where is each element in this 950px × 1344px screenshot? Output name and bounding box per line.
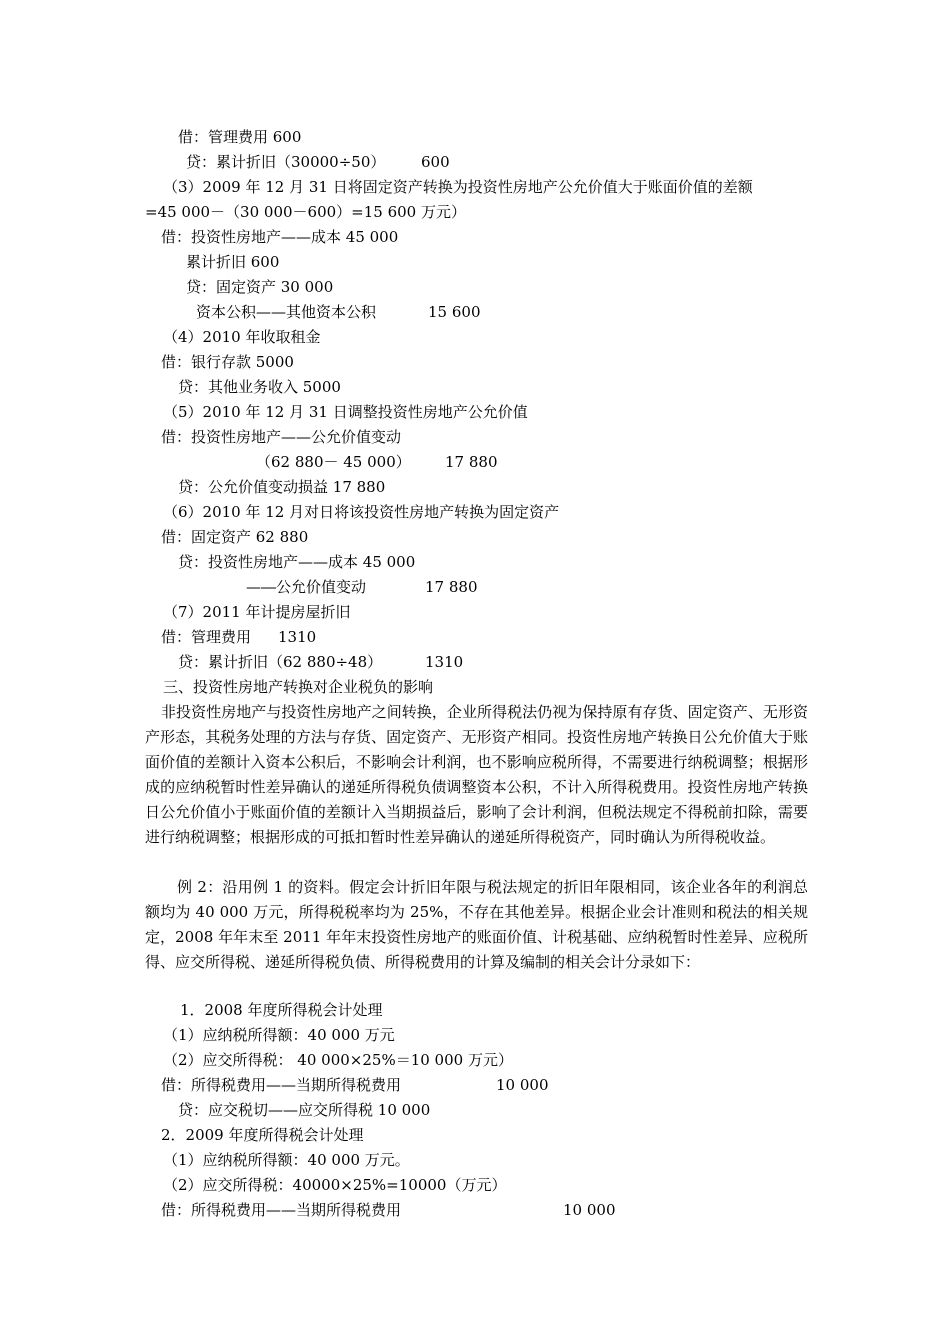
entry-debit: 借：所得税费用——当期所得税费用 [161, 1201, 402, 1219]
entry-credit: 贷：公允价值变动损益 17 880 [178, 478, 386, 496]
entry-amount: 10 000 [563, 1201, 616, 1219]
entry-credit: 贷：其他业务收入 5000 [178, 378, 341, 396]
entry-debit: 借：投资性房地产——成本 45 000 [161, 228, 399, 246]
entry-amount: 1310 [425, 653, 464, 671]
entry-credit: 贷：固定资产 30 000 [186, 278, 334, 296]
entry-debit: 借：所得税费用——当期所得税费用 [161, 1076, 402, 1094]
body-paragraph: 非投资性房地产与投资性房地产之间转换，企业所得税法仍视为保持原有存货、固定资产、无形资产形态，其税务处理的方法与存货、固定资产、无形资产相同。投资性房地产转换日公允价值大于账面价值的差额计入资本公积后，不影响会计利润，也不影响应税所得，不需要进行纳税调整；根据形成的应纳税暂时性差异确认的递延所得税负债调整资本公积，不计入所得税费用。投资性房地产转换日公允价值小于账面价值的差额计入当期损益后，影响了会计利润，但税法规定不得税前扣除，需要进行纳税调整；根据形成的可抵扣暂时性差异确认的递延所得税资产，同时确认为所得税收益。 [145, 703, 808, 846]
entry-amount: 17 880 [445, 453, 498, 471]
subsection-heading: 2．2009 年度所得税会计处理 [161, 1126, 364, 1144]
entry-amount: 10 000 [496, 1076, 549, 1094]
step-heading: （2）应交所得税：40000×25%=10000（万元） [163, 1176, 507, 1194]
entry-debit: 借：银行存款 5000 [161, 353, 294, 371]
step-heading: （4）2010 年收取租金 [163, 328, 321, 346]
entry-debit: 借：固定资产 62 880 [161, 528, 309, 546]
entry-credit-depreciation: 贷：累计折旧（30000÷50） [186, 153, 386, 171]
entry-amount: 1310 [278, 628, 317, 646]
step-heading: （1）应纳税所得额：40 000 万元 [163, 1026, 395, 1044]
entry-credit: 资本公积——其他资本公积 [196, 303, 377, 321]
entry-debit: 借：管理费用 [161, 628, 252, 646]
section-heading: 三、投资性房地产转换对企业税负的影响 [163, 678, 434, 696]
step-heading: （6）2010 年 12 月对日将该投资性房地产转换为固定资产 [163, 503, 560, 521]
subsection-heading: 1．2008 年度所得税会计处理 [180, 1001, 383, 1019]
entry-amount: 15 600 [428, 303, 481, 321]
example-paragraph: 例 2：沿用例 1 的资料。假定会计折旧年限与税法规定的折旧年限相同，该企业各年的利润总额均为 40 000 万元，所得税税率均为 25%，不存在其他差异。根据企业会计准则和税法的相关规定，2008 年年末至 2011 年年末投资性房地产的账面价值、计税基础、应纳税暂时性差异、应税所得、应交所得税、递延所得税负债、所得税费用的计算及编制的相关会计分录如下： [145, 878, 808, 971]
entry-credit: 贷：应交税切——应交所得税 10 000 [178, 1101, 431, 1119]
entry-credit: 贷：投资性房地产——成本 45 000 [178, 553, 416, 571]
entry-credit: 贷：累计折旧（62 880÷48） [178, 653, 383, 671]
entry-amount: 600 [421, 153, 450, 171]
step-heading-continued: =45 000－（30 000－600）=15 600 万元） [145, 203, 466, 221]
entry-debit-admin-expense: 借：管理费用 600 [178, 128, 302, 146]
entry-debit: 累计折旧 600 [186, 253, 280, 271]
step-heading: （1）应纳税所得额：40 000 万元。 [163, 1151, 410, 1169]
step-heading: （3）2009 年 12 月 31 日将固定资产转换为投资性房地产公允价值大于账面价值的差额 [163, 178, 753, 196]
entry-credit: —―公允价值变动 [246, 578, 367, 596]
entry-calculation: （62 880－ 45 000） [256, 453, 411, 471]
step-heading: （7）2011 年计提房屋折旧 [163, 603, 351, 621]
entry-amount: 17 880 [425, 578, 478, 596]
step-heading: （2）应交所得税： 40 000×25%＝10 000 万元） [163, 1051, 513, 1069]
step-heading: （5）2010 年 12 月 31 日调整投资性房地产公允价值 [163, 403, 528, 421]
entry-debit: 借：投资性房地产——公允价值变动 [161, 428, 402, 446]
